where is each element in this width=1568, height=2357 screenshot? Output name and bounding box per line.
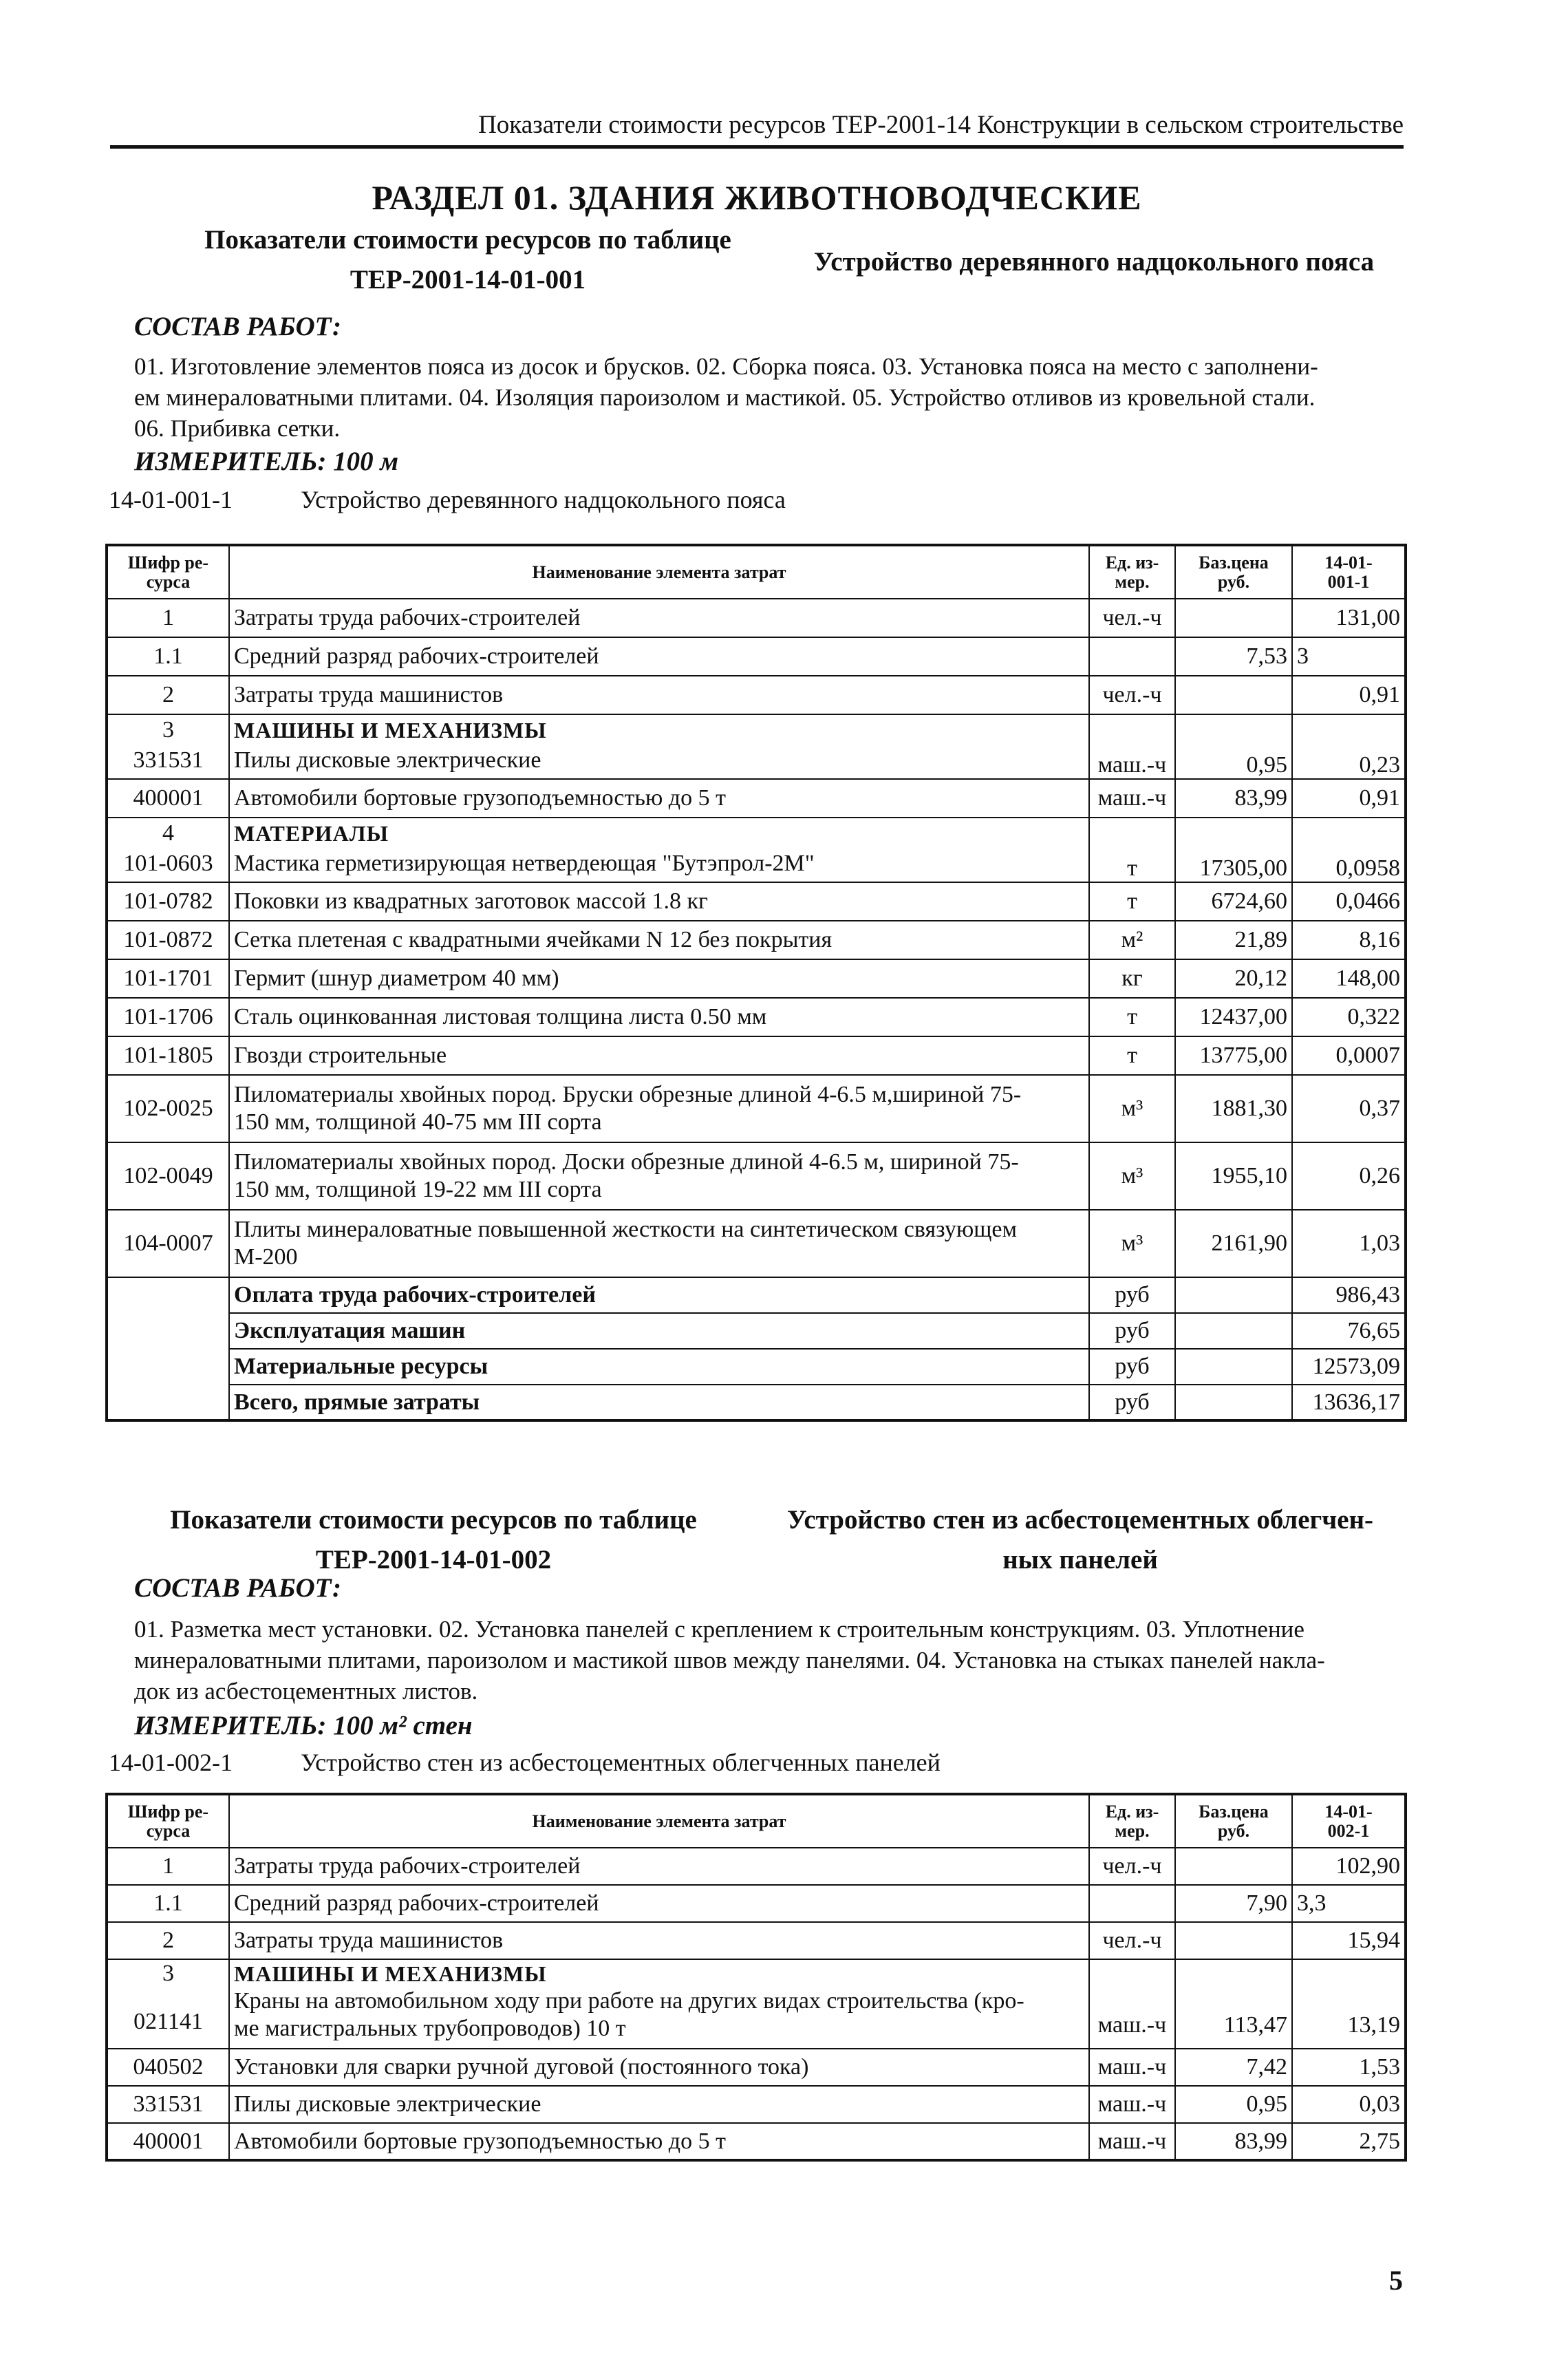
block2-resource-table xyxy=(105,1793,1407,2162)
group-code: 4 xyxy=(162,820,174,846)
block1-table-id: ТЕР-2001-14-01-001 xyxy=(350,265,586,295)
cell-unit: т xyxy=(1089,998,1175,1036)
table-row-group-materials xyxy=(107,818,1406,882)
header-text: руб. xyxy=(1217,1820,1250,1841)
cell-value: 0,91 xyxy=(1292,779,1406,818)
header-text: руб. xyxy=(1217,571,1250,592)
block1-work-name: Устройство деревянного надцокольного пояса xyxy=(813,247,1375,277)
cell-name-line2: 150 мм, толщиной 40-75 мм III сорта xyxy=(234,1109,602,1135)
total-name: Всего, прямые затраты xyxy=(229,1385,1089,1420)
cell-value: 3,3 xyxy=(1292,1885,1406,1922)
cell-value: 8,16 xyxy=(1292,921,1406,959)
cell-code: 102-0025 xyxy=(107,1075,229,1142)
col-code-header xyxy=(107,1794,229,1848)
cell-code: 400001 xyxy=(107,2123,229,2160)
running-header: Показатели стоимости ресурсов ТЕР-2001-14 Конструкции в сельском строительстве xyxy=(110,110,1404,149)
cell-value: 0,0007 xyxy=(1292,1036,1406,1075)
total-name: Эксплуатация машин xyxy=(229,1313,1089,1349)
cell-empty xyxy=(107,1277,229,1313)
table-row xyxy=(107,882,1406,921)
header-text: Наименование элемента затрат xyxy=(532,562,786,582)
cell-price: 12437,00 xyxy=(1175,998,1292,1036)
table-row-group-machines xyxy=(107,1959,1406,2049)
cell-value: 131,00 xyxy=(1292,599,1406,637)
total-row xyxy=(107,1385,1406,1420)
cell-price: 83,99 xyxy=(1175,779,1292,818)
block2-izmer-unit: 100 м² стен xyxy=(333,1711,473,1740)
col-price-header xyxy=(1175,545,1292,599)
table-row xyxy=(107,1036,1406,1075)
row-name-line1: Краны на автомобильном ходу при работе на других видах строительства (кро- xyxy=(234,1988,1024,2014)
cell-value: 0,03 xyxy=(1292,2086,1406,2123)
cell-empty xyxy=(1175,1385,1292,1420)
cell-name-line1: Пиломатериалы хвойных пород. Доски обрезные длиной 4-6.5 м, шириной 75- xyxy=(234,1149,1019,1175)
cell-price: 1881,30 xyxy=(1175,1075,1292,1142)
block1-code-name: Устройство деревянного надцокольного пояса xyxy=(301,486,786,513)
cell-unit xyxy=(1089,1885,1175,1922)
cell-value: 15,94 xyxy=(1292,1922,1406,1959)
cell-unit: маш.-ч xyxy=(1089,1959,1175,2049)
cell-price: 0,95 xyxy=(1175,2086,1292,2123)
block2-izmer xyxy=(134,1710,473,1741)
cell-code: 101-1706 xyxy=(107,998,229,1036)
cell-empty xyxy=(1175,1277,1292,1313)
cell-name: Затраты труда рабочих-строителей xyxy=(229,599,1089,637)
header-text: мер. xyxy=(1115,571,1150,592)
table-row xyxy=(107,1848,1406,1885)
cell-code: 400001 xyxy=(107,779,229,818)
cell-unit: чел.-ч xyxy=(1089,676,1175,714)
cell-name: Автомобили бортовые грузоподъемностью до 5 т xyxy=(229,2123,1089,2160)
cell-name: Средний разряд рабочих-строителей xyxy=(229,637,1089,676)
header-text: Ед. из- xyxy=(1105,552,1159,573)
header-text: сурса xyxy=(146,571,191,592)
total-unit: руб xyxy=(1089,1385,1175,1420)
cell-price: 7,53 xyxy=(1175,637,1292,676)
cell-name xyxy=(229,1075,1089,1142)
block2-code: 14-01-002-1 xyxy=(109,1749,233,1776)
col-name-header xyxy=(229,545,1089,599)
cell-price: 2161,90 xyxy=(1175,1210,1292,1277)
cell-name: Сталь оцинкованная листовая толщина листа 0.50 мм xyxy=(229,998,1089,1036)
block2-sostav-line1: 01. Разметка мест установки. 02. Установка панелей с креплением к строительным конструкциям. 03. Уплотнение xyxy=(134,1616,1304,1643)
cell-name: Гвозди строительные xyxy=(229,1036,1089,1075)
block1-sostav-label: СОСТАВ РАБОТ: xyxy=(134,312,341,341)
cell-value: 1,53 xyxy=(1292,2049,1406,2086)
cell-name: Пилы дисковые электрические xyxy=(229,2086,1089,2123)
group-title: МАТЕРИАЛЫ xyxy=(234,821,389,846)
block1-izmer-unit: 100 м xyxy=(333,447,399,476)
cell-name xyxy=(229,714,1089,779)
cell-code: 2 xyxy=(107,1922,229,1959)
cell-name xyxy=(229,1959,1089,2049)
col-code-header xyxy=(107,545,229,599)
cell-empty xyxy=(1175,1313,1292,1349)
cell-empty xyxy=(107,1385,229,1420)
cell-name: Гермит (шнур диаметром 40 мм) xyxy=(229,959,1089,998)
row-name: Мастика герметизирующая нетвердеющая "Бутэпрол-2М" xyxy=(234,851,815,876)
block2-sostav-text xyxy=(134,1614,1414,1707)
table-row xyxy=(107,676,1406,714)
header-text: Наименование элемента затрат xyxy=(532,1811,786,1831)
cell-unit: т xyxy=(1089,1036,1175,1075)
cell-name: Поковки из квадратных заготовок массой 1.8 кг xyxy=(229,882,1089,921)
cell-name: Сетка плетеная с квадратными ячейками N 12 без покрытия xyxy=(229,921,1089,959)
cell-code: 101-1805 xyxy=(107,1036,229,1075)
cell-price: 20,12 xyxy=(1175,959,1292,998)
cell-name-line2: 150 мм, толщиной 19-22 мм III сорта xyxy=(234,1177,602,1202)
cell-unit: чел.-ч xyxy=(1089,1848,1175,1885)
total-name: Оплата труда рабочих-строителей xyxy=(229,1277,1089,1313)
col-unit-header xyxy=(1089,1794,1175,1848)
cell-code: 101-1701 xyxy=(107,959,229,998)
group-title: МАШИНЫ И МЕХАНИЗМЫ xyxy=(234,718,547,743)
cell-unit: м³ xyxy=(1089,1210,1175,1277)
block2-work-name xyxy=(757,1500,1404,1580)
cell-unit: маш.-ч xyxy=(1089,2086,1175,2123)
cell-price: 113,47 xyxy=(1175,1959,1292,2049)
row-code: 101-0603 xyxy=(123,851,213,876)
group-title: МАШИНЫ И МЕХАНИЗМЫ xyxy=(234,1961,547,1986)
block1-resource-table xyxy=(105,544,1407,1422)
block2-code-name: Устройство стен из асбестоцементных облегченных панелей xyxy=(301,1749,941,1776)
col-price-header xyxy=(1175,1794,1292,1848)
header-text: Баз.цена xyxy=(1199,1801,1269,1822)
cell-unit: маш.-ч xyxy=(1089,2123,1175,2160)
block1-sostav-line1: 01. Изготовление элементов пояса из досок и брусков. 02. Сборка пояса. 03. Установка пояса на место с заполнени- xyxy=(134,353,1318,380)
cell-empty xyxy=(1175,1349,1292,1385)
cell-price: 21,89 xyxy=(1175,921,1292,959)
cell-code xyxy=(107,818,229,882)
cell-code: 2 xyxy=(107,676,229,714)
header-text: Шифр ре- xyxy=(127,552,209,573)
table-row-group-machines xyxy=(107,714,1406,779)
cell-price: 17305,00 xyxy=(1175,818,1292,882)
col-value-header xyxy=(1292,545,1406,599)
header-text: сурса xyxy=(146,1820,191,1841)
header-text: Ед. из- xyxy=(1105,1801,1159,1822)
cell-unit: м³ xyxy=(1089,1075,1175,1142)
table-row xyxy=(107,1075,1406,1142)
cell-code: 101-0782 xyxy=(107,882,229,921)
cell-name: Установки для сварки ручной дуговой (постоянного тока) xyxy=(229,2049,1089,2086)
cell-price: 7,42 xyxy=(1175,2049,1292,2086)
cell-value: 13,19 xyxy=(1292,1959,1406,2049)
cell-price: 1955,10 xyxy=(1175,1142,1292,1210)
table-row xyxy=(107,921,1406,959)
total-unit: руб xyxy=(1089,1277,1175,1313)
table-row xyxy=(107,2049,1406,2086)
cell-value: 3 xyxy=(1292,637,1406,676)
cell-price: 13775,00 xyxy=(1175,1036,1292,1075)
cell-name: Средний разряд рабочих-строителей xyxy=(229,1885,1089,1922)
section-title: РАЗДЕЛ 01. ЗДАНИЯ ЖИВОТНОВОДЧЕСКИЕ xyxy=(372,178,1142,217)
cell-unit: чел.-ч xyxy=(1089,599,1175,637)
cell-code: 1 xyxy=(107,599,229,637)
group-code: 3 xyxy=(162,717,174,743)
cell-value: 148,00 xyxy=(1292,959,1406,998)
cell-value: 0,0466 xyxy=(1292,882,1406,921)
total-value: 986,43 xyxy=(1292,1277,1406,1313)
cell-code: 331531 xyxy=(107,2086,229,2123)
header-text: 14-01- xyxy=(1324,1801,1373,1822)
cell-unit: т xyxy=(1089,818,1175,882)
table-row xyxy=(107,1210,1406,1277)
block1-izmer-label: ИЗМЕРИТЕЛЬ: xyxy=(134,447,327,476)
table-row xyxy=(107,1885,1406,1922)
block2-prefix-line1: Показатели стоимости ресурсов по таблице xyxy=(170,1505,697,1535)
cell-unit xyxy=(1089,637,1175,676)
cell-value: 0,37 xyxy=(1292,1075,1406,1142)
cell-empty xyxy=(107,1349,229,1385)
cell-code: 104-0007 xyxy=(107,1210,229,1277)
group-code: 3 xyxy=(162,1961,174,1986)
block1-code-line xyxy=(109,485,786,514)
cell-name: Затраты труда машинистов xyxy=(229,676,1089,714)
block2-table-id: ТЕР-2001-14-01-002 xyxy=(315,1545,552,1575)
row-name-line2: ме магистральных трубопроводов) 10 т xyxy=(234,2016,626,2041)
total-value: 13636,17 xyxy=(1292,1385,1406,1420)
block2-izmer-label: ИЗМЕРИТЕЛЬ: xyxy=(134,1711,327,1740)
cell-code xyxy=(107,1959,229,2049)
block2-sostav-label: СОСТАВ РАБОТ: xyxy=(134,1573,341,1603)
header-text: Шифр ре- xyxy=(127,1801,209,1822)
block2-sostav-line2: минераловатными плитами, пароизолом и мастикой швов между панелями. 04. Установка на стыках панелей накла- xyxy=(134,1647,1325,1674)
cell-price: 0,95 xyxy=(1175,714,1292,779)
cell-name-line2: М-200 xyxy=(234,1244,298,1270)
header-text: 14-01- xyxy=(1324,552,1373,573)
cell-name-line1: Пиломатериалы хвойных пород. Бруски обрезные длиной 4-6.5 м,шириной 75- xyxy=(234,1082,1022,1107)
cell-value: 2,75 xyxy=(1292,2123,1406,2160)
row-name: Пилы дисковые электрические xyxy=(234,747,541,773)
cell-code: 1.1 xyxy=(107,637,229,676)
header-text: 001-1 xyxy=(1327,571,1370,592)
block1-sostav-line3: 06. Прибивка сетки. xyxy=(134,415,341,442)
cell-value: 0,322 xyxy=(1292,998,1406,1036)
block2-code-line xyxy=(109,1748,941,1777)
table-row xyxy=(107,637,1406,676)
block1-sostav-line2: ем минераловатными плитами. 04. Изоляция пароизолом и мастикой. 05. Устройство отливов из кровельной стали. xyxy=(134,384,1315,411)
total-unit: руб xyxy=(1089,1313,1175,1349)
table-row xyxy=(107,1922,1406,1959)
cell-price xyxy=(1175,1848,1292,1885)
cell-code xyxy=(107,714,229,779)
cell-unit: маш.-ч xyxy=(1089,779,1175,818)
total-row xyxy=(107,1277,1406,1313)
table-header-row xyxy=(107,1794,1406,1848)
cell-value: 0,26 xyxy=(1292,1142,1406,1210)
cell-value: 0,91 xyxy=(1292,676,1406,714)
cell-code: 101-0872 xyxy=(107,921,229,959)
cell-unit: маш.-ч xyxy=(1089,2049,1175,2086)
block1-code: 14-01-001-1 xyxy=(109,486,233,513)
cell-code: 102-0049 xyxy=(107,1142,229,1210)
cell-name xyxy=(229,818,1089,882)
cell-price xyxy=(1175,1922,1292,1959)
cell-empty xyxy=(107,1313,229,1349)
cell-code: 040502 xyxy=(107,2049,229,2086)
col-name-header xyxy=(229,1794,1089,1848)
block1-izmer xyxy=(134,446,398,477)
block1-prefix-line1: Показатели стоимости ресурсов по таблице xyxy=(204,225,731,255)
block2-work-name-line2: ных панелей xyxy=(1002,1545,1158,1575)
cell-name xyxy=(229,1210,1089,1277)
table-header-row xyxy=(107,545,1406,599)
block2-sostav-line3: док из асбестоцементных листов. xyxy=(134,1678,478,1705)
cell-code: 1.1 xyxy=(107,1885,229,1922)
cell-name: Автомобили бортовые грузоподъемностью до 5 т xyxy=(229,779,1089,818)
total-name: Материальные ресурсы xyxy=(229,1349,1089,1385)
table-row xyxy=(107,1142,1406,1210)
header-text: Баз.цена xyxy=(1199,552,1269,573)
col-unit-header xyxy=(1089,545,1175,599)
block2-work-name-line1: Устройство стен из асбестоцементных облегчен- xyxy=(786,1505,1374,1535)
cell-unit: маш.-ч xyxy=(1089,714,1175,779)
col-value-header xyxy=(1292,1794,1406,1848)
header-text: мер. xyxy=(1115,1820,1150,1841)
table-row xyxy=(107,779,1406,818)
cell-value: 102,90 xyxy=(1292,1848,1406,1885)
table-row xyxy=(107,2123,1406,2160)
cell-code: 1 xyxy=(107,1848,229,1885)
cell-name: Затраты труда машинистов xyxy=(229,1922,1089,1959)
cell-unit: кг xyxy=(1089,959,1175,998)
table-row xyxy=(107,998,1406,1036)
row-code: 331531 xyxy=(133,747,204,773)
cell-name xyxy=(229,1142,1089,1210)
cell-price: 7,90 xyxy=(1175,1885,1292,1922)
page-number: 5 xyxy=(1389,2265,1403,2296)
total-row xyxy=(107,1349,1406,1385)
total-row xyxy=(107,1313,1406,1349)
total-unit: руб xyxy=(1089,1349,1175,1385)
block1-prefix xyxy=(165,220,771,300)
cell-unit: т xyxy=(1089,882,1175,921)
cell-value: 1,03 xyxy=(1292,1210,1406,1277)
cell-value: 0,0958 xyxy=(1292,818,1406,882)
table-row xyxy=(107,599,1406,637)
cell-unit: чел.-ч xyxy=(1089,1922,1175,1959)
cell-name-line1: Плиты минераловатные повышенной жесткости на синтетическом связующем xyxy=(234,1217,1018,1242)
cell-name: Затраты труда рабочих-строителей xyxy=(229,1848,1089,1885)
cell-unit: м³ xyxy=(1089,1142,1175,1210)
block1-sostav-text xyxy=(134,351,1414,444)
cell-price xyxy=(1175,599,1292,637)
table-row xyxy=(107,2086,1406,2123)
block2-prefix xyxy=(131,1500,736,1580)
table-row xyxy=(107,959,1406,998)
cell-value: 0,23 xyxy=(1292,714,1406,779)
row-code: 021141 xyxy=(133,2009,203,2034)
cell-price xyxy=(1175,676,1292,714)
cell-price: 83,99 xyxy=(1175,2123,1292,2160)
total-value: 12573,09 xyxy=(1292,1349,1406,1385)
cell-price: 6724,60 xyxy=(1175,882,1292,921)
cell-unit: м² xyxy=(1089,921,1175,959)
total-value: 76,65 xyxy=(1292,1313,1406,1349)
header-text: 002-1 xyxy=(1327,1820,1370,1841)
